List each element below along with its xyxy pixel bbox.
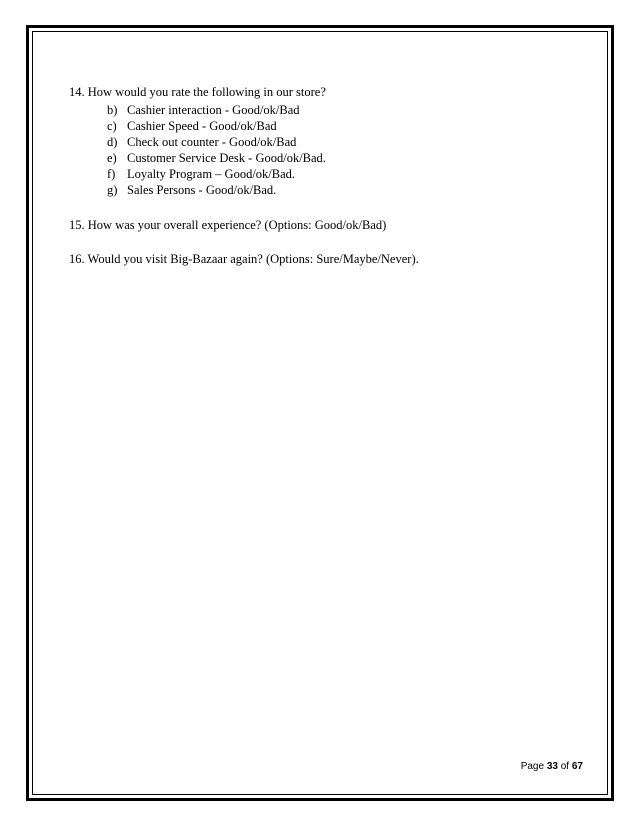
list-item-text: Sales Persons - Good/ok/Bad.: [127, 183, 277, 197]
page-of-label: of: [560, 761, 570, 772]
list-item: [107, 150, 589, 166]
list-item-letter: f): [107, 167, 116, 181]
list-item: [107, 118, 589, 134]
page-label: Page: [520, 761, 545, 772]
page-number: 33: [546, 761, 558, 772]
question-14-text: 14. How would you rate the following in our store?: [69, 85, 326, 99]
list-item-text: Loyalty Program – Good/ok/Bad.: [127, 167, 296, 181]
list-item-letter: b): [107, 103, 118, 117]
list-item-text: Check out counter - Good/ok/Bad: [127, 135, 297, 149]
list-item-text: Customer Service Desk - Good/ok/Bad.: [127, 151, 326, 165]
list-item-text: Cashier interaction - Good/ok/Bad: [127, 103, 300, 117]
question-14-block: [69, 84, 589, 198]
question-14-options-list: [69, 102, 589, 198]
list-item: [107, 134, 589, 150]
list-item-text: Cashier Speed - Good/ok/Bad: [127, 119, 277, 133]
list-item-letter: g): [107, 183, 118, 197]
page-footer: [521, 761, 583, 772]
list-item: [107, 182, 589, 198]
page-total: 67: [571, 761, 583, 772]
list-item: [107, 102, 589, 118]
list-item-letter: e): [107, 151, 117, 165]
list-item-letter: c): [107, 119, 117, 133]
list-item: [107, 166, 589, 182]
question-16-text: 16. Would you visit Big-Bazaar again? (Options: Sure/Maybe/Never).: [69, 252, 419, 266]
list-item-letter: d): [107, 135, 118, 149]
question-15-text: 15. How was your overall experience? (Options: Good/ok/Bad): [69, 218, 387, 232]
